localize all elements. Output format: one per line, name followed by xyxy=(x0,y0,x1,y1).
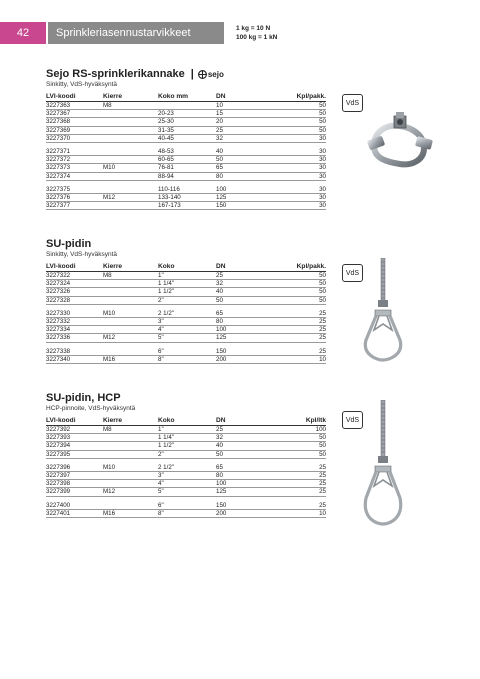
column-header: Koko mm xyxy=(158,93,216,102)
table-cell: 65 xyxy=(216,310,271,318)
table-cell: 30 xyxy=(271,148,326,156)
table-cell: 25 xyxy=(216,126,271,134)
table-cell: 3227370 xyxy=(46,134,103,142)
table-cell: 110-116 xyxy=(158,186,216,194)
table-row xyxy=(46,442,326,450)
sejo-logo-text: sejo xyxy=(207,69,224,79)
table-cell: 50 xyxy=(216,450,271,458)
section-title-text: Sejo RS-sprinklerikannake xyxy=(46,68,185,80)
table-cell: 25 xyxy=(216,272,271,280)
vds-approval-badge: VdS xyxy=(342,411,363,429)
table-cell: M10 xyxy=(103,164,158,172)
table-cell: 3" xyxy=(158,318,216,326)
table-cell xyxy=(158,102,216,110)
section-title xyxy=(46,68,326,80)
table-row xyxy=(46,434,326,442)
table-cell: 100 xyxy=(271,426,326,434)
table-cell: 3227400 xyxy=(46,502,103,510)
table-cell: 50 xyxy=(271,280,326,288)
table-cell xyxy=(103,318,158,326)
table-row xyxy=(46,186,326,194)
table-cell: 3227338 xyxy=(46,348,103,356)
table-cell: 10 xyxy=(271,509,326,517)
table-cell: 100 xyxy=(216,186,271,194)
table-cell xyxy=(103,348,158,356)
column-header: Kpl/pakk. xyxy=(271,93,326,102)
table-cell: 3227401 xyxy=(46,509,103,517)
table-cell: 30 xyxy=(271,156,326,164)
column-header: Koko xyxy=(158,263,216,272)
table-row xyxy=(46,288,326,296)
table-cell xyxy=(103,502,158,510)
table-cell xyxy=(103,450,158,458)
table-cell: 3227371 xyxy=(46,148,103,156)
table-row xyxy=(46,280,326,288)
table-cell: 3227398 xyxy=(46,480,103,488)
table-cell: 25 xyxy=(271,318,326,326)
table-cell: 3227367 xyxy=(46,110,103,118)
table-cell xyxy=(103,326,158,334)
table-cell: M16 xyxy=(103,509,158,517)
table-header-row xyxy=(46,263,326,272)
table-cell xyxy=(103,118,158,126)
table-cell: 48-53 xyxy=(158,148,216,156)
table-cell: M8 xyxy=(103,426,158,434)
table-cell: 25 xyxy=(271,480,326,488)
table-cell: 5" xyxy=(158,334,216,342)
table-cell: 6" xyxy=(158,348,216,356)
table-row xyxy=(46,164,326,172)
table-cell: 32 xyxy=(216,134,271,142)
table-cell: M10 xyxy=(103,310,158,318)
table-cell xyxy=(103,472,158,480)
table-cell: M10 xyxy=(103,464,158,472)
column-header: LVI-koodi xyxy=(46,93,103,102)
column-header: Kierre xyxy=(103,93,158,102)
table-cell xyxy=(103,172,158,180)
table-cell: 1 1/2" xyxy=(158,288,216,296)
table-row xyxy=(46,202,326,210)
product-table xyxy=(46,417,326,518)
table-row xyxy=(46,102,326,110)
table-cell: 50 xyxy=(271,296,326,304)
table-row xyxy=(46,194,326,202)
table-row xyxy=(46,355,326,363)
table-cell: 25-30 xyxy=(158,118,216,126)
table-cell: 80 xyxy=(216,472,271,480)
table-cell: 3227395 xyxy=(46,450,103,458)
table-cell: 8" xyxy=(158,509,216,517)
table-cell: 125 xyxy=(216,488,271,496)
table-cell: 50 xyxy=(216,296,271,304)
table-header-row xyxy=(46,417,326,426)
table-cell: 50 xyxy=(271,110,326,118)
table-cell: 3227396 xyxy=(46,464,103,472)
page-number: 42 xyxy=(0,22,46,44)
table-cell: 10 xyxy=(216,102,271,110)
table-cell: 25 xyxy=(271,502,326,510)
table-cell: 65 xyxy=(216,464,271,472)
table-row xyxy=(46,502,326,510)
table-cell xyxy=(103,186,158,194)
table-row xyxy=(46,464,326,472)
table-cell: 3227399 xyxy=(46,488,103,496)
table-row xyxy=(46,334,326,342)
column-header: DN xyxy=(216,263,271,272)
section-subtitle: Sinkitty, VdS-hyväksyntä xyxy=(46,81,118,88)
table-cell: 10 xyxy=(271,355,326,363)
table-cell: 50 xyxy=(271,450,326,458)
table-row xyxy=(46,134,326,142)
unit-line: 1 kg = 10 N xyxy=(236,25,271,32)
table-cell: 3227324 xyxy=(46,280,103,288)
vds-approval-badge: VdS xyxy=(342,94,363,112)
table-cell: 3227368 xyxy=(46,118,103,126)
table-cell xyxy=(103,134,158,142)
table-cell: 3227394 xyxy=(46,442,103,450)
table-cell: 2" xyxy=(158,450,216,458)
table-row xyxy=(46,480,326,488)
table-cell: 50 xyxy=(271,288,326,296)
table-cell: 3227369 xyxy=(46,126,103,134)
table-cell: 1" xyxy=(158,426,216,434)
table-cell: 50 xyxy=(216,156,271,164)
table-cell: 88-94 xyxy=(158,172,216,180)
table-cell: 4" xyxy=(158,326,216,334)
pipe-clamp-image xyxy=(366,112,436,170)
table-cell: 25 xyxy=(271,310,326,318)
table-cell: 30 xyxy=(271,202,326,210)
table-row xyxy=(46,296,326,304)
table-row xyxy=(46,126,326,134)
table-cell: 32 xyxy=(216,280,271,288)
table-cell: M8 xyxy=(103,102,158,110)
table-cell: 30 xyxy=(271,134,326,142)
product-section-su-pidin xyxy=(46,238,326,364)
table-cell: 1 1/4" xyxy=(158,434,216,442)
column-header: DN xyxy=(216,417,271,426)
table-row xyxy=(46,509,326,517)
table-cell: 30 xyxy=(271,164,326,172)
table-cell: M12 xyxy=(103,334,158,342)
table-cell: M12 xyxy=(103,488,158,496)
table-cell: M16 xyxy=(103,355,158,363)
table-cell: 3" xyxy=(158,472,216,480)
table-row xyxy=(46,272,326,280)
table-cell: 3227363 xyxy=(46,102,103,110)
table-cell xyxy=(103,110,158,118)
table-cell: 20 xyxy=(216,118,271,126)
table-cell: 25 xyxy=(271,488,326,496)
unit-line: 100 kg = 1 kN xyxy=(236,34,278,41)
table-cell: 133-140 xyxy=(158,194,216,202)
column-header: Koko xyxy=(158,417,216,426)
product-section-su-pidin-hcp xyxy=(46,392,326,518)
table-header-row xyxy=(46,93,326,102)
table-cell: 30 xyxy=(271,172,326,180)
table-cell: 3227375 xyxy=(46,186,103,194)
table-cell: 150 xyxy=(216,502,271,510)
table-cell: 25 xyxy=(271,464,326,472)
table-row xyxy=(46,472,326,480)
table-cell: 20-23 xyxy=(158,110,216,118)
table-cell: 3227322 xyxy=(46,272,103,280)
column-header: Kierre xyxy=(103,417,158,426)
table-cell: 3227332 xyxy=(46,318,103,326)
table-row xyxy=(46,110,326,118)
table-cell: 100 xyxy=(216,480,271,488)
table-cell: 5" xyxy=(158,488,216,496)
table-cell: 80 xyxy=(216,172,271,180)
table-cell: 100 xyxy=(216,326,271,334)
product-table xyxy=(46,263,326,364)
table-row xyxy=(46,172,326,180)
table-cell: M8 xyxy=(103,272,158,280)
table-cell: 31-35 xyxy=(158,126,216,134)
table-cell: 80 xyxy=(216,318,271,326)
table-row xyxy=(46,148,326,156)
column-header: Kierre xyxy=(103,263,158,272)
product-table xyxy=(46,93,326,210)
column-header: DN xyxy=(216,93,271,102)
table-cell: 25 xyxy=(271,334,326,342)
table-cell: 3227336 xyxy=(46,334,103,342)
table-cell xyxy=(103,156,158,164)
table-cell: 1 1/4" xyxy=(158,280,216,288)
sejo-logo-mark-icon xyxy=(198,70,207,79)
sejo-logo: | sejo xyxy=(190,68,224,80)
table-row xyxy=(46,326,326,334)
table-cell: 2" xyxy=(158,296,216,304)
table-cell: 50 xyxy=(271,126,326,134)
table-row xyxy=(46,426,326,434)
table-cell: 25 xyxy=(271,348,326,356)
table-cell xyxy=(103,480,158,488)
table-row xyxy=(46,318,326,326)
table-cell: 125 xyxy=(216,194,271,202)
table-cell: 50 xyxy=(271,118,326,126)
column-header: Kpl/ltk xyxy=(271,417,326,426)
table-cell: M12 xyxy=(103,194,158,202)
table-cell: 40 xyxy=(216,288,271,296)
table-cell xyxy=(103,442,158,450)
table-cell: 3227340 xyxy=(46,355,103,363)
table-cell xyxy=(103,288,158,296)
table-cell: 150 xyxy=(216,348,271,356)
table-cell: 30 xyxy=(271,194,326,202)
column-header: LVI-koodi xyxy=(46,263,103,272)
table-cell: 125 xyxy=(216,334,271,342)
table-cell: 30 xyxy=(271,186,326,194)
table-cell: 4" xyxy=(158,480,216,488)
ring-hanger-image xyxy=(360,258,406,362)
table-row xyxy=(46,488,326,496)
table-cell: 167-173 xyxy=(158,202,216,210)
section-subtitle: HCP-pinnoite, VdS-hyväksyntä xyxy=(46,405,136,412)
table-cell: 2 1/2" xyxy=(158,464,216,472)
table-cell: 50 xyxy=(271,272,326,280)
table-cell: 40 xyxy=(216,148,271,156)
table-cell: 3227326 xyxy=(46,288,103,296)
column-header: Kpl/pakk. xyxy=(271,263,326,272)
chapter-title: Sprinkleriasennustarvikkeet xyxy=(48,22,224,44)
product-section-sejo-rs xyxy=(46,68,326,210)
table-cell: 25 xyxy=(271,472,326,480)
table-cell xyxy=(103,434,158,442)
table-cell: 3227328 xyxy=(46,296,103,304)
table-cell: 3227330 xyxy=(46,310,103,318)
section-title: SU-pidin xyxy=(46,238,92,250)
table-row xyxy=(46,450,326,458)
table-cell: 1" xyxy=(158,272,216,280)
vds-approval-badge: VdS xyxy=(342,264,363,282)
table-cell xyxy=(103,280,158,288)
table-cell: 8" xyxy=(158,355,216,363)
table-cell: 40-45 xyxy=(158,134,216,142)
section-title: SU-pidin, HCP xyxy=(46,392,121,404)
table-cell: 3227376 xyxy=(46,194,103,202)
table-cell: 65 xyxy=(216,164,271,172)
table-cell xyxy=(103,202,158,210)
table-cell: 200 xyxy=(216,355,271,363)
table-cell: 2 1/2" xyxy=(158,310,216,318)
table-cell: 1 1/2" xyxy=(158,442,216,450)
table-cell: 50 xyxy=(271,434,326,442)
table-cell: 200 xyxy=(216,509,271,517)
table-cell: 3227397 xyxy=(46,472,103,480)
table-cell: 40 xyxy=(216,442,271,450)
table-cell: 25 xyxy=(271,326,326,334)
table-cell xyxy=(103,296,158,304)
table-cell: 3227393 xyxy=(46,434,103,442)
table-cell: 3227377 xyxy=(46,202,103,210)
table-row xyxy=(46,118,326,126)
table-cell: 3227373 xyxy=(46,164,103,172)
table-cell xyxy=(103,148,158,156)
table-cell: 3227334 xyxy=(46,326,103,334)
table-row xyxy=(46,156,326,164)
table-cell: 50 xyxy=(271,442,326,450)
unit-conversion-note xyxy=(236,24,277,42)
table-row xyxy=(46,348,326,356)
table-cell: 50 xyxy=(271,102,326,110)
column-header: LVI-koodi xyxy=(46,417,103,426)
table-cell xyxy=(103,126,158,134)
table-cell: 3227392 xyxy=(46,426,103,434)
table-cell: 15 xyxy=(216,110,271,118)
table-cell: 6" xyxy=(158,502,216,510)
table-cell: 76-81 xyxy=(158,164,216,172)
table-cell: 3227374 xyxy=(46,172,103,180)
section-subtitle: Sinkitty, VdS-hyväksyntä xyxy=(46,251,118,258)
table-cell: 60-65 xyxy=(158,156,216,164)
table-cell: 3227372 xyxy=(46,156,103,164)
ring-hanger-hcp-image xyxy=(360,400,406,526)
table-row xyxy=(46,310,326,318)
table-cell: 32 xyxy=(216,434,271,442)
table-cell: 25 xyxy=(216,426,271,434)
table-cell: 150 xyxy=(216,202,271,210)
